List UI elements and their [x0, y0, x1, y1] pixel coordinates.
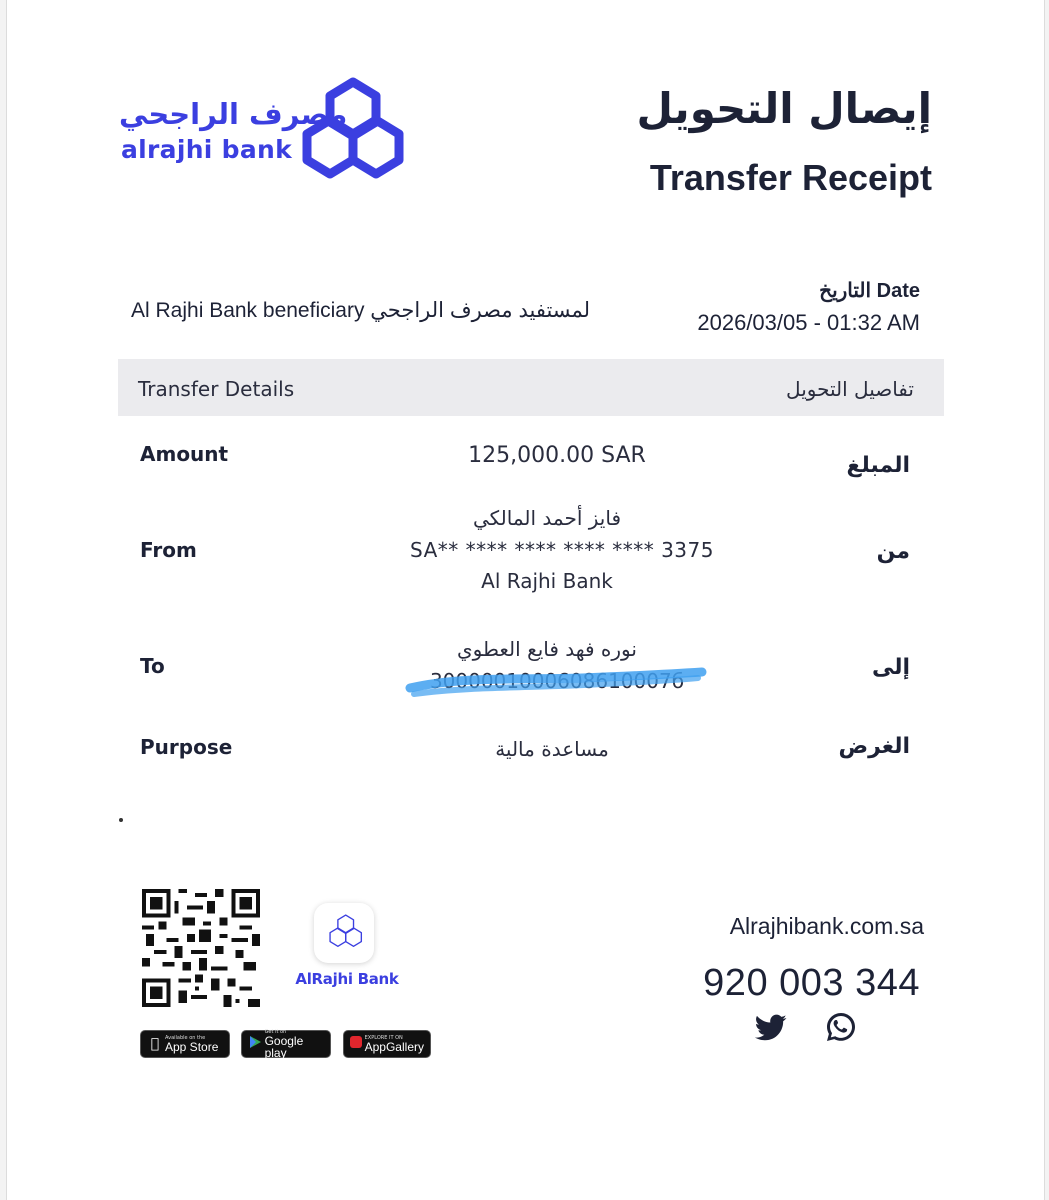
brand-name-english: alrajhi bank [121, 135, 293, 164]
sender-bank: Al Rajhi Bank [481, 569, 613, 593]
date-label: التاريخ Date [819, 280, 920, 302]
receipt-title: Transfer Receipt [649, 157, 932, 198]
google-play-small-text: Get it on [264, 1028, 287, 1035]
play-icon [246, 1035, 265, 1053]
receipt-title-arabic: إيصال التحويل [636, 84, 932, 133]
from-label: From [140, 538, 197, 562]
purpose-label: Purpose [140, 735, 233, 759]
redaction-scribble [402, 662, 712, 702]
amount-label: Amount [140, 442, 229, 466]
website-link[interactable]: Alrajhibank.com.sa [729, 913, 924, 939]
app-store-label: App Store [165, 1039, 219, 1054]
qr-code[interactable] [142, 889, 260, 1007]
twitter-icon[interactable] [755, 1014, 787, 1042]
alrajhi-logo-icon [298, 76, 408, 186]
google-play-label: Google play [264, 1033, 304, 1060]
app-store-small-text: Available on the [165, 1034, 206, 1041]
from-label-arabic: من [876, 539, 910, 564]
receipt-page [6, 0, 1045, 1200]
app-icon[interactable] [314, 903, 374, 963]
sender-iban: SA** **** **** **** **** 3375 [410, 538, 714, 562]
apple-icon [145, 1036, 165, 1052]
amount-label-arabic: المبلغ [846, 453, 910, 478]
beneficiary-type: Al Rajhi Bank beneficiary لمستفيد مصرف الراجحي [131, 299, 591, 322]
alrajhi-app-logo-icon [314, 903, 374, 963]
purpose-label-arabic: الغرض [838, 734, 910, 759]
stray-dot [119, 818, 123, 822]
date-value: 2026/03/05 - 01:32 AM [697, 310, 920, 335]
recipient-iban: 3000001000608610007б [429, 669, 685, 693]
appgallery-badge[interactable] [343, 1030, 431, 1058]
appgallery-label: AppGallery [364, 1039, 424, 1054]
google-play-badge[interactable] [241, 1030, 331, 1058]
whatsapp-icon[interactable] [825, 1011, 857, 1043]
transfer-details-label: Transfer Details [138, 377, 295, 401]
sender-name: فايز أحمد المالكي [472, 506, 622, 530]
brand-name-arabic: مصرف الراجحي [119, 97, 348, 131]
to-label: To [140, 654, 165, 678]
transfer-details-label-arabic: تفاصيل التحويل [786, 377, 914, 401]
app-name: AlRajhi Bank [295, 970, 399, 988]
amount-value: 125,000.00 SAR [468, 443, 646, 468]
appgallery-small-text: EXPLORE IT ON [364, 1034, 403, 1041]
app-store-badge[interactable] [140, 1030, 230, 1058]
recipient-name: نوره فهد فايع العطوي [457, 637, 637, 661]
huawei-icon [348, 1035, 365, 1053]
phone-number[interactable]: 920 003 344 [703, 962, 920, 1004]
purpose-value: مساعدة مالية [495, 737, 609, 761]
to-label-arabic: إلى [871, 655, 910, 680]
